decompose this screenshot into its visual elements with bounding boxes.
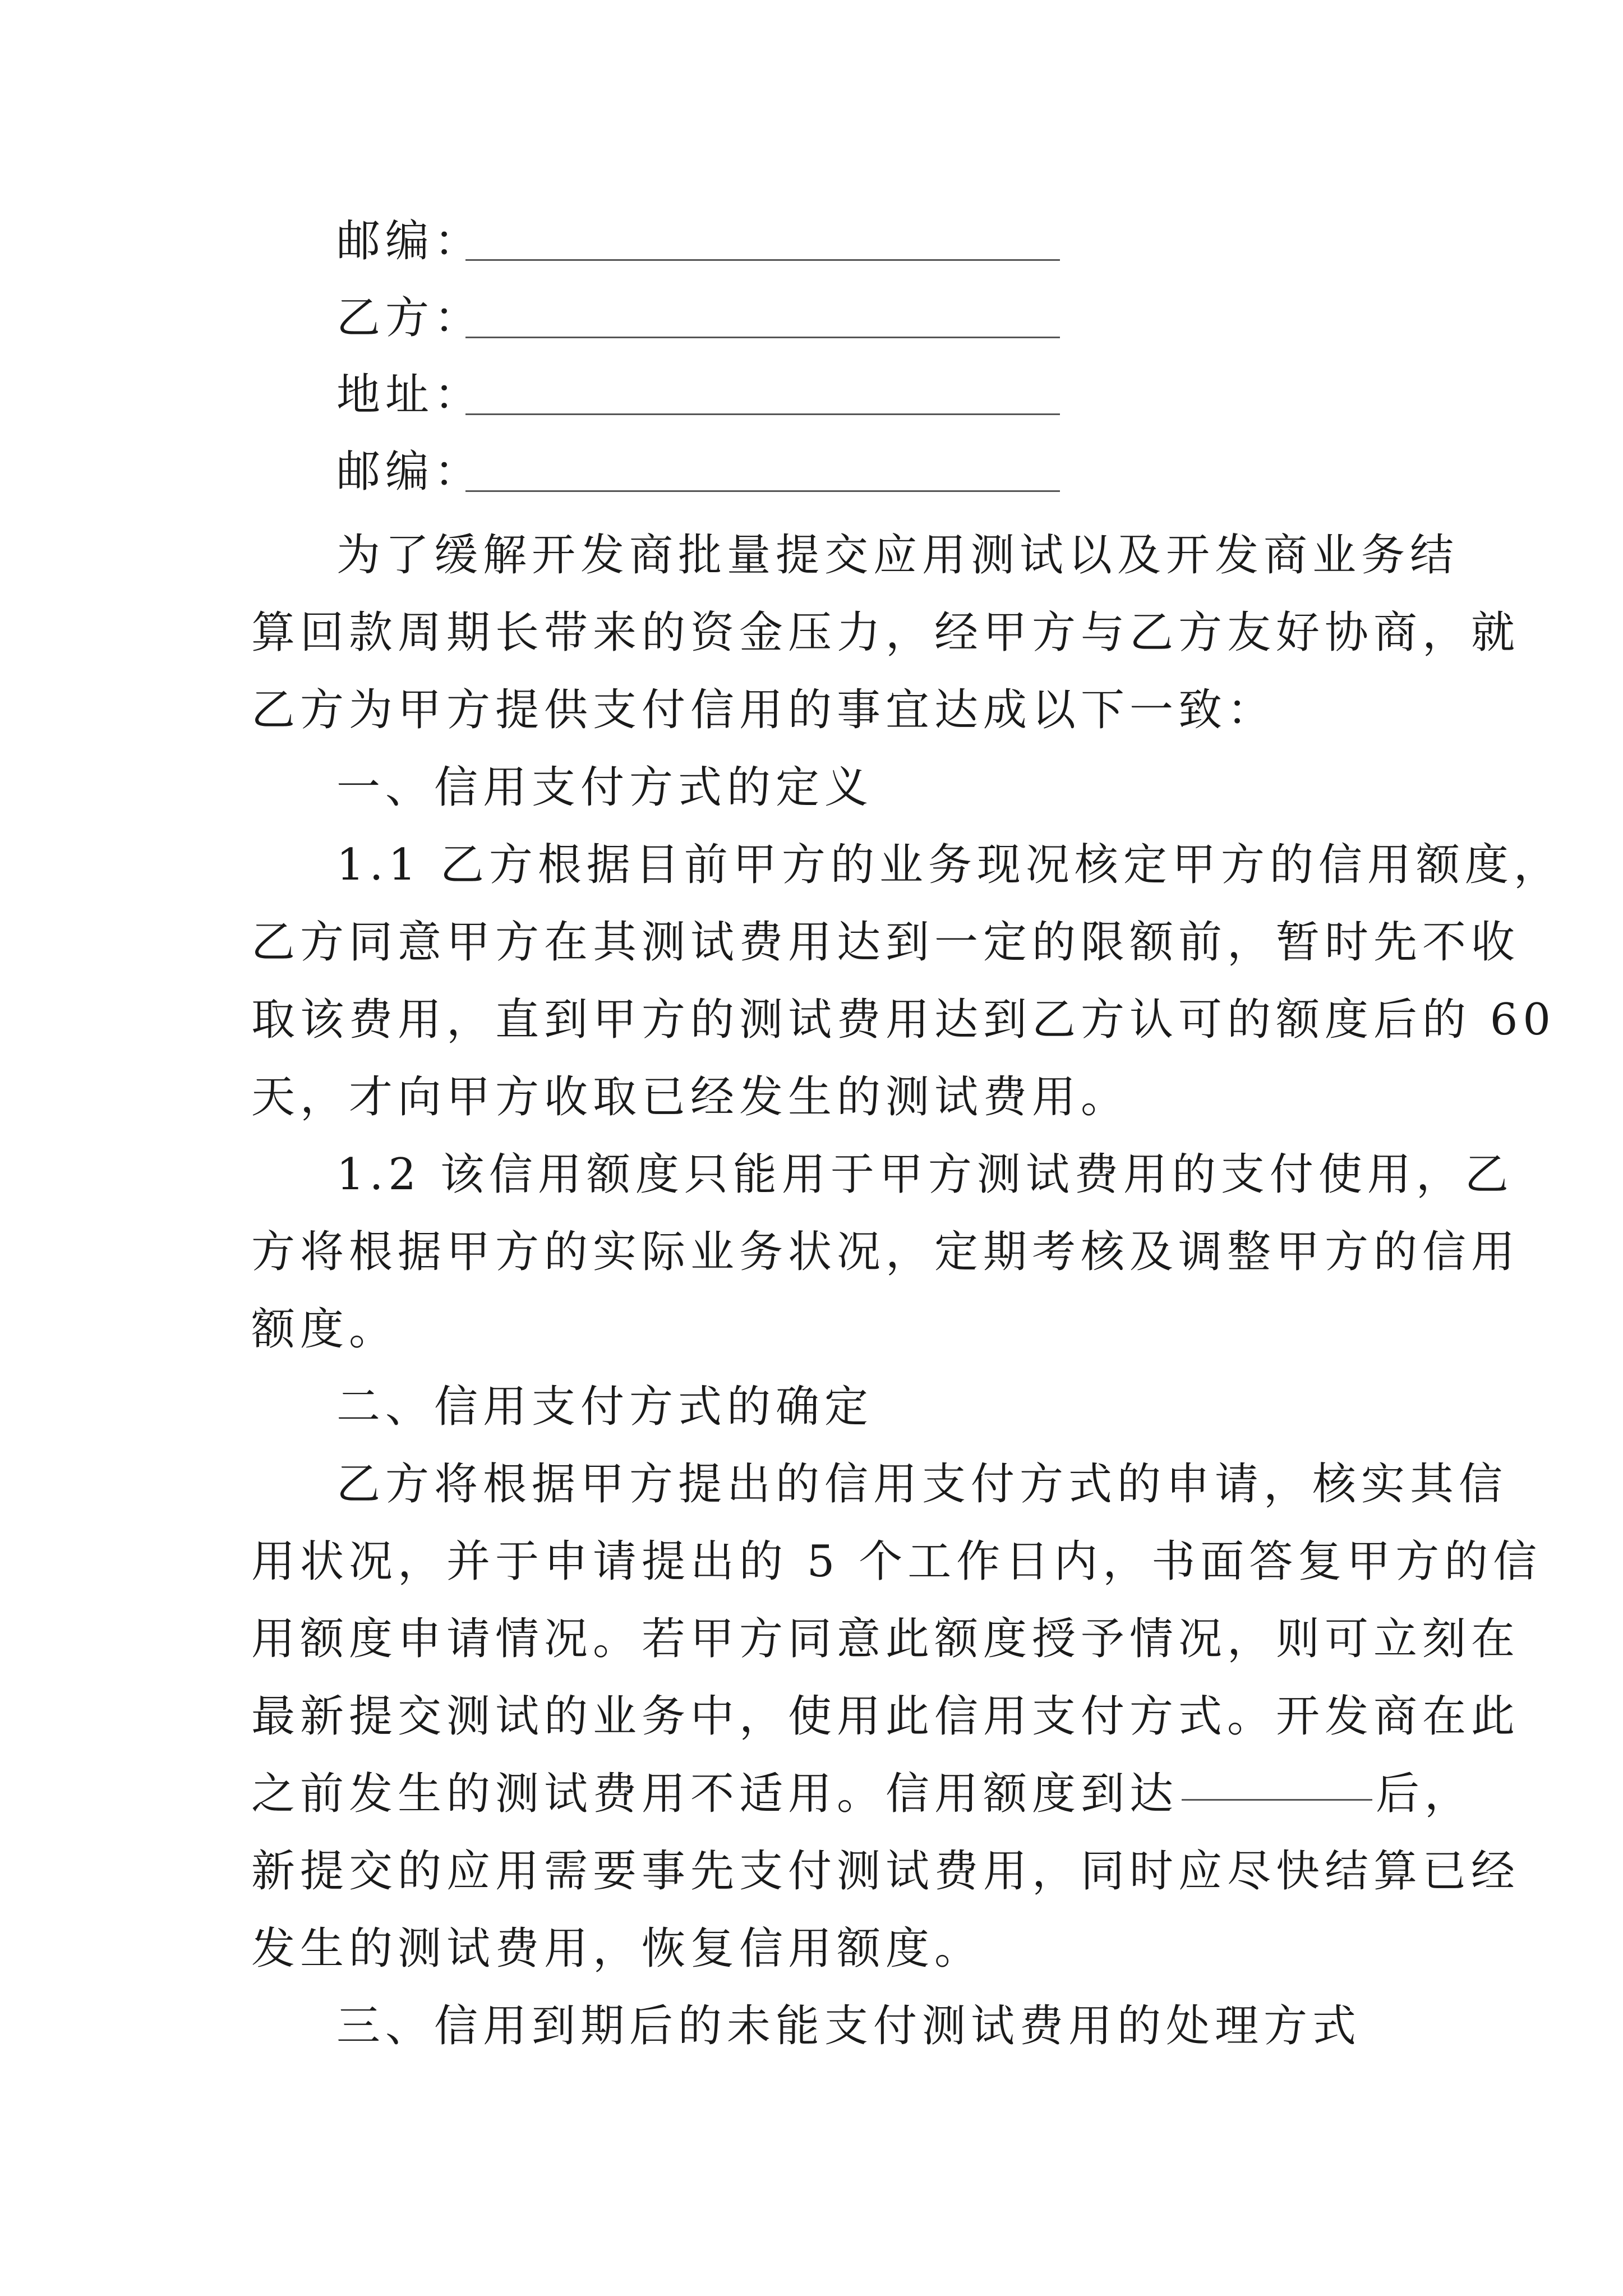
field-label-postcode-1: 邮编：: [336, 216, 483, 266]
field-label-postcode-2: 邮编：: [336, 447, 483, 497]
section-1-title: 一、信用支付方式的定义: [336, 762, 874, 813]
clause-1-1-line-4: 天，才向甲方收取已经发生的测试费用。: [251, 1072, 1130, 1122]
section-3-title: 三、信用到期后的未能支付测试费用的处理方式: [336, 2001, 1362, 2051]
intro-line-3: 乙方为甲方提供支付信用的事宜达成以下一致：: [251, 685, 1276, 735]
section-2-line-5-after: 后，: [1376, 1769, 1474, 1819]
credit-limit-blank: [1182, 1799, 1372, 1801]
section-2-line-3: 用额度申请情况。若甲方同意此额度授予情况，则可立刻在: [251, 1614, 1520, 1664]
section-2-line-1: 乙方将根据甲方提出的信用支付方式的申请，核实其信: [336, 1459, 1508, 1510]
clause-1-2-line-3: 额度。: [251, 1304, 398, 1355]
section-2-line-5: [251, 1766, 1474, 1822]
intro-line-1: 为了缓解开发商批量提交应用测试以及开发商业务结: [336, 530, 1459, 581]
field-label-address: 地址：: [336, 370, 483, 420]
section-2-line-6: 新提交的应用需要事先支付测试费用，同时应尽快结算已经: [251, 1846, 1520, 1897]
section-2-line-7: 发生的测试费用，恢复信用额度。: [251, 1924, 984, 1974]
clause-1-1-line-3: 取该费用，直到甲方的测试费用达到乙方认可的额度后的 60: [251, 995, 1556, 1045]
field-blank-party-b: [465, 337, 1060, 338]
clause-1-1-line-2: 乙方同意甲方在其测试费用达到一定的限额前，暂时先不收: [251, 917, 1520, 968]
clause-1-2-line-1: 1.2 该信用额度只能用于甲方测试费用的支付使用，乙: [336, 1149, 1514, 1200]
clause-1-1-line-1: 1.1 乙方根据目前甲方的业务现况核定甲方的信用额度，: [336, 840, 1562, 890]
field-label-party-b: 乙方：: [336, 293, 483, 343]
section-2-line-2: 用状况，并于申请提出的 5 个工作日内，书面答复甲方的信: [251, 1536, 1542, 1587]
intro-line-2: 算回款周期长带来的资金压力，经甲方与乙方友好协商，就: [251, 608, 1520, 658]
section-2-line-5-before: 之前发生的测试费用不适用。信用额度到达: [251, 1769, 1179, 1819]
section-2-line-4: 最新提交测试的业务中，使用此信用支付方式。开发商在此: [251, 1691, 1520, 1742]
field-blank-postcode-2: [465, 490, 1060, 492]
field-blank-postcode-1: [465, 259, 1060, 261]
section-2-title: 二、信用支付方式的确定: [336, 1382, 874, 1432]
clause-1-2-line-2: 方将根据甲方的实际业务状况，定期考核及调整甲方的信用: [251, 1227, 1520, 1277]
field-blank-address: [465, 413, 1060, 415]
